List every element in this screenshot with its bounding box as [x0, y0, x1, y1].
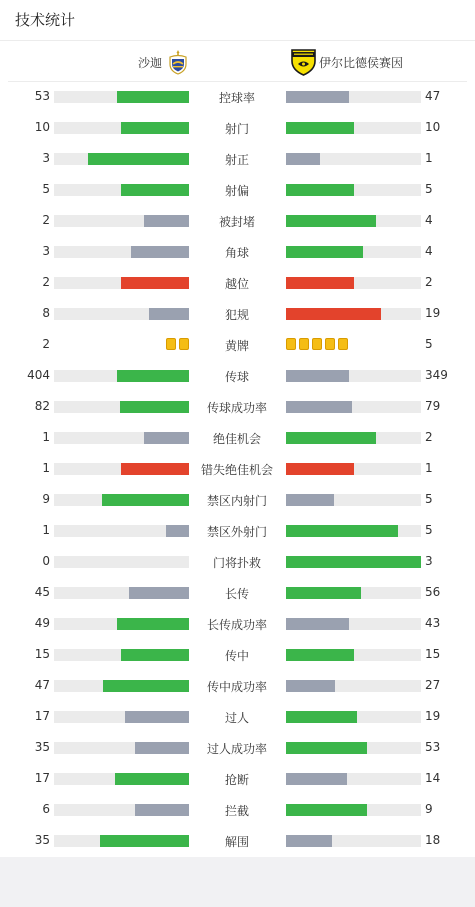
- home-team-name[interactable]: 沙迦: [137, 56, 162, 70]
- yellow-card-icon: [312, 338, 322, 350]
- stat-row: [0, 795, 475, 826]
- home-stat-bar: [120, 401, 189, 413]
- stat-row: [0, 702, 475, 733]
- stat-row: [0, 144, 475, 175]
- away-stat-bar-track: [286, 556, 421, 568]
- away-stat-value: 9: [425, 802, 433, 816]
- away-stat-bar: [286, 91, 349, 103]
- home-stat-value: 3: [42, 244, 50, 258]
- home-stat-bar: [115, 773, 189, 785]
- away-stat-bar-track: [286, 618, 421, 630]
- stat-row: [0, 516, 475, 547]
- away-stat-value: 15: [425, 647, 441, 661]
- away-stat-bar-track: [286, 184, 421, 196]
- away-stat-value: 14: [425, 771, 441, 785]
- away-stat-bar: [286, 122, 354, 134]
- home-stat-bar-track: [54, 246, 189, 258]
- home-stat-bar: [117, 370, 189, 382]
- away-stat-bar: [286, 215, 376, 227]
- stat-row: [0, 268, 475, 299]
- home-stat-bar: [135, 742, 189, 754]
- home-stat-bar-track: [54, 91, 189, 103]
- home-stat-bar: [121, 184, 189, 196]
- away-stat-bar-track: [286, 525, 421, 537]
- away-stat-bar: [286, 587, 361, 599]
- stat-row: [0, 299, 475, 330]
- home-stat-bar: [144, 432, 189, 444]
- away-stat-value: 19: [425, 709, 441, 723]
- away-stat-value: 53: [425, 740, 441, 754]
- home-stat-value: 49: [34, 616, 50, 630]
- home-stat-bar: [117, 618, 189, 630]
- home-stat-bar-track: [54, 556, 189, 568]
- home-stat-bar: [125, 711, 189, 723]
- home-stat-value: 1: [42, 430, 50, 444]
- away-stat-bar: [286, 277, 354, 289]
- away-stat-bar: [286, 525, 398, 537]
- home-stat-value: 3: [42, 151, 50, 165]
- away-stat-bar-track: [286, 401, 421, 413]
- away-stat-bar: [286, 463, 354, 475]
- home-stat-value: 82: [34, 399, 50, 413]
- away-yellow-cards: [286, 338, 348, 350]
- home-stat-bar-track: [54, 835, 189, 847]
- stat-label: 错失绝佳机会: [200, 463, 273, 477]
- stat-label: 绝佳机会: [212, 432, 261, 446]
- stat-label: 过人成功率: [206, 742, 267, 756]
- stat-label: 传中成功率: [206, 680, 267, 694]
- stat-row: [0, 671, 475, 702]
- away-stat-value: 27: [425, 678, 441, 692]
- stat-row: [0, 485, 475, 516]
- home-stat-value: 2: [42, 275, 50, 289]
- away-stat-bar: [286, 153, 320, 165]
- yellow-card-icon: [325, 338, 335, 350]
- home-stat-bar: [102, 494, 189, 506]
- stat-label: 传中: [224, 649, 249, 663]
- home-stat-value: 47: [34, 678, 50, 692]
- stat-label: 黄牌: [224, 339, 249, 353]
- away-stat-value: 3: [425, 554, 433, 568]
- away-stat-bar-track: [286, 711, 421, 723]
- home-stat-value: 9: [42, 492, 50, 506]
- stat-label: 长传成功率: [206, 618, 267, 632]
- stat-label: 拦截: [224, 804, 249, 818]
- stat-row: [0, 206, 475, 237]
- away-stat-bar: [286, 680, 335, 692]
- home-stat-bar-track: [54, 463, 189, 475]
- home-stat-bar: [131, 246, 189, 258]
- away-stat-value: 18: [425, 833, 441, 847]
- stat-label: 传球: [224, 370, 249, 384]
- away-stat-value: 1: [425, 151, 433, 165]
- away-stat-bar-track: [286, 153, 421, 165]
- away-stat-value: 5: [425, 182, 433, 196]
- stat-label: 解围: [224, 835, 249, 849]
- home-stat-bar-track: [54, 277, 189, 289]
- yellow-card-icon: [286, 338, 296, 350]
- home-stat-bar-track: [54, 153, 189, 165]
- page-title: 技术统计: [15, 11, 76, 29]
- stat-row: [0, 82, 475, 113]
- stat-row: [0, 547, 475, 578]
- away-stat-bar: [286, 432, 376, 444]
- stat-label: 抢断: [224, 773, 249, 787]
- home-stat-bar-track: [54, 184, 189, 196]
- home-stat-bar-track: [54, 494, 189, 506]
- away-stat-bar: [286, 184, 354, 196]
- home-stat-bar: [121, 649, 189, 661]
- home-stat-bar-track: [54, 401, 189, 413]
- home-stat-value: 53: [34, 89, 50, 103]
- stat-row: [0, 826, 475, 857]
- home-stat-value: 17: [34, 771, 50, 785]
- away-stat-bar-track: [286, 91, 421, 103]
- away-stat-bar: [286, 711, 357, 723]
- home-stat-bar: [117, 91, 189, 103]
- stat-row: [0, 578, 475, 609]
- away-stat-bar: [286, 835, 332, 847]
- away-stat-bar-track: [286, 308, 421, 320]
- stat-label: 禁区内射门: [206, 494, 267, 508]
- home-stat-bar: [100, 835, 189, 847]
- home-stat-bar: [144, 215, 189, 227]
- home-stat-bar: [121, 463, 189, 475]
- home-stat-value: 404: [27, 368, 50, 382]
- away-stat-bar-track: [286, 277, 421, 289]
- home-stat-value: 2: [42, 213, 50, 227]
- home-stat-bar-track: [54, 308, 189, 320]
- away-stat-bar-track: [286, 742, 421, 754]
- home-stat-value: 35: [34, 833, 50, 847]
- stat-row: [0, 330, 475, 361]
- yellow-card-icon: [166, 338, 176, 350]
- stat-label: 被封堵: [218, 215, 255, 229]
- yellow-card-icon: [179, 338, 189, 350]
- away-stat-bar-track: [286, 215, 421, 227]
- away-stat-bar-track: [286, 122, 421, 134]
- stat-row: [0, 640, 475, 671]
- away-stat-bar-track: [286, 432, 421, 444]
- away-stat-bar-track: [286, 370, 421, 382]
- home-stat-bar-track: [54, 773, 189, 785]
- away-stat-bar-track: [286, 246, 421, 258]
- away-stat-bar: [286, 494, 334, 506]
- team-header: [0, 44, 475, 80]
- away-stat-value: 2: [425, 430, 433, 444]
- al-hussein-irbid-crest-icon[interactable]: [290, 47, 317, 76]
- home-stat-value: 6: [42, 802, 50, 816]
- stat-label: 传球成功率: [206, 401, 267, 415]
- stat-label: 犯规: [224, 308, 249, 322]
- home-stat-bar-track: [54, 618, 189, 630]
- stat-label: 长传: [224, 587, 249, 601]
- away-stat-bar-track: [286, 680, 421, 692]
- away-stat-bar: [286, 742, 367, 754]
- stat-row: [0, 392, 475, 423]
- away-stat-value: 2: [425, 275, 433, 289]
- home-stat-bar-track: [54, 804, 189, 816]
- home-stat-bar: [121, 277, 189, 289]
- away-stat-value: 56: [425, 585, 441, 599]
- away-stat-value: 79: [425, 399, 441, 413]
- away-stat-value: 10: [425, 120, 441, 134]
- away-stat-value: 47: [425, 89, 441, 103]
- away-stat-bar-track: [286, 649, 421, 661]
- home-stat-value: 10: [34, 120, 50, 134]
- home-stat-value: 0: [42, 554, 50, 568]
- stat-row: [0, 454, 475, 485]
- away-stat-bar-track: [286, 494, 421, 506]
- home-stat-bar-track: [54, 525, 189, 537]
- home-stat-bar-track: [54, 432, 189, 444]
- home-stat-bar-track: [54, 742, 189, 754]
- away-stat-bar-track: [286, 463, 421, 475]
- away-stat-value: 5: [425, 337, 433, 351]
- home-stat-value: 2: [42, 337, 50, 351]
- home-stat-bar: [88, 153, 189, 165]
- away-stat-bar-track: [286, 804, 421, 816]
- away-stat-bar: [286, 556, 421, 568]
- stat-label: 射正: [224, 153, 249, 167]
- home-stat-value: 15: [34, 647, 50, 661]
- stat-row: [0, 733, 475, 764]
- away-stat-bar: [286, 308, 381, 320]
- away-stat-bar: [286, 370, 349, 382]
- home-stat-value: 1: [42, 461, 50, 475]
- home-stat-bar: [121, 122, 189, 134]
- home-stat-bar-track: [54, 122, 189, 134]
- stat-row: [0, 609, 475, 640]
- away-stat-value: 5: [425, 492, 433, 506]
- sharjah-crest-icon[interactable]: [167, 49, 189, 75]
- home-stat-bar: [166, 525, 189, 537]
- away-stat-bar: [286, 804, 367, 816]
- away-stat-bar: [286, 649, 354, 661]
- home-stat-bar-track: [54, 587, 189, 599]
- home-stat-value: 1: [42, 523, 50, 537]
- home-stat-bar-track: [54, 215, 189, 227]
- stat-row: [0, 361, 475, 392]
- stat-label: 越位: [224, 277, 249, 291]
- away-stat-value: 19: [425, 306, 441, 320]
- home-stat-value: 35: [34, 740, 50, 754]
- stat-label: 禁区外射门: [206, 525, 267, 539]
- stat-row: [0, 237, 475, 268]
- home-stat-value: 8: [42, 306, 50, 320]
- home-yellow-cards: [166, 338, 189, 350]
- home-stat-bar: [135, 804, 189, 816]
- stat-row: [0, 113, 475, 144]
- stat-label: 射偏: [224, 184, 249, 198]
- stat-row: [0, 764, 475, 795]
- away-stat-bar-track: [286, 835, 421, 847]
- home-stat-bar: [149, 308, 189, 320]
- away-stat-bar: [286, 618, 349, 630]
- away-stat-bar-track: [286, 773, 421, 785]
- away-stat-bar: [286, 246, 363, 258]
- home-stat-value: 5: [42, 182, 50, 196]
- away-stat-value: 4: [425, 244, 433, 258]
- home-stat-bar-track: [54, 649, 189, 661]
- away-stat-bar-track: [286, 587, 421, 599]
- home-stat-value: 17: [34, 709, 50, 723]
- stat-label: 射门: [224, 122, 249, 136]
- home-stat-bar-track: [54, 680, 189, 692]
- home-stat-bar: [129, 587, 189, 599]
- home-stat-bar-track: [54, 370, 189, 382]
- home-stat-value: 45: [34, 585, 50, 599]
- away-stat-value: 1: [425, 461, 433, 475]
- stat-row: [0, 175, 475, 206]
- away-stat-value: 43: [425, 616, 441, 630]
- away-stat-bar: [286, 773, 347, 785]
- stat-label: 门将扑救: [212, 556, 261, 570]
- away-team-name[interactable]: 伊尔比德侯赛因: [319, 56, 404, 70]
- stat-label: 过人: [224, 711, 249, 725]
- away-stat-bar: [286, 401, 352, 413]
- yellow-card-icon: [338, 338, 348, 350]
- home-stat-bar: [103, 680, 189, 692]
- away-stat-value: 4: [425, 213, 433, 227]
- away-stat-value: 349: [425, 368, 448, 382]
- divider: [0, 40, 475, 41]
- away-stat-value: 5: [425, 523, 433, 537]
- stat-label: 控球率: [218, 91, 255, 105]
- yellow-card-icon: [299, 338, 309, 350]
- stat-row: [0, 423, 475, 454]
- stat-label: 角球: [224, 246, 249, 260]
- home-stat-bar-track: [54, 711, 189, 723]
